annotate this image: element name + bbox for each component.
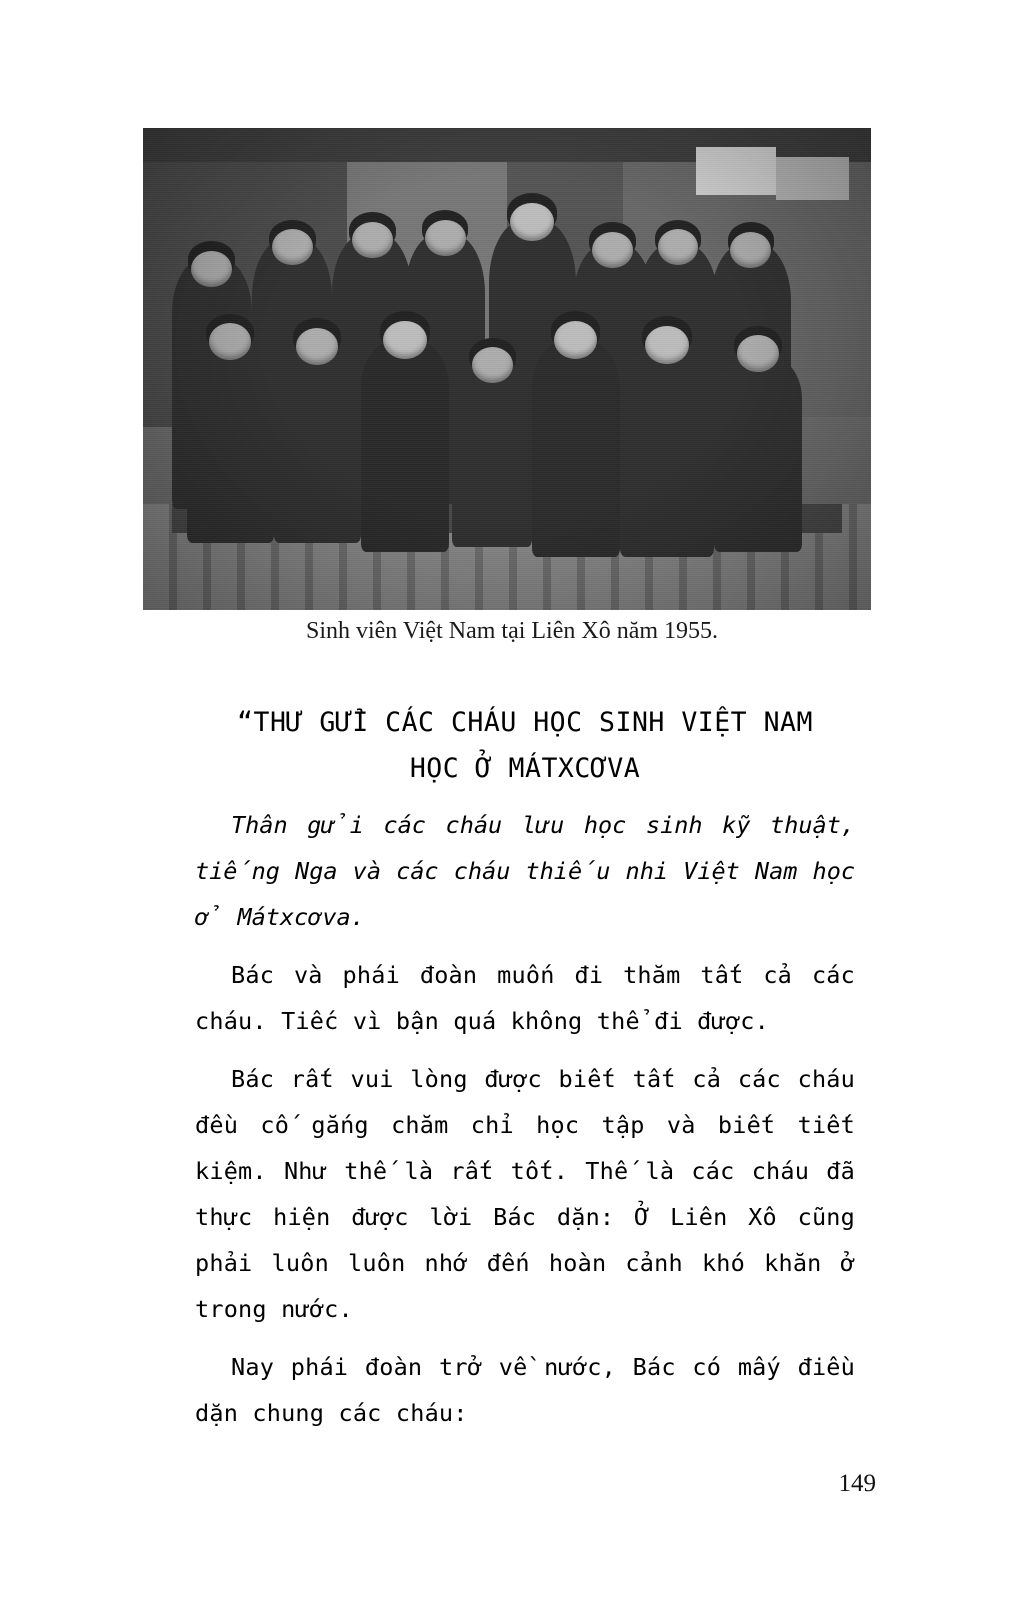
letter-title-line-2: HỌC Ở MÁTXCƠVA [409,753,641,784]
figure-caption: Sinh viên Việt Nam tại Liên Xô năm 1955. [305,618,719,644]
letter-title-line-1: “THƯ GỬI CÁC CHÁU HỌC SINH VIỆT NAM [237,707,813,738]
letter-paragraph-1 [195,952,855,1044]
letter-salutation-text: Thân gửi các cháu lưu học sinh kỹ thuật, tiếng Nga và các cháu thiếu nhi Việt Nam học ở Mátxcơva. [195,811,855,931]
letter-salutation [195,802,855,940]
page-number: 149 [838,1470,876,1497]
letter-paragraph-1-text: Bác và phái đoàn muốn đi thăm tất cả các cháu. Tiếc vì bận quá không thể đi được. [195,961,855,1035]
photo-vietnamese-students-soviet-union [143,128,871,610]
letter-body [195,700,855,1436]
letter-title [195,700,855,792]
letter-paragraph-3-text: Nay phái đoàn trở về nước, Bác có mấy điều dặn chung các cháu: [195,1353,855,1427]
figure-photo [143,128,871,610]
letter-paragraph-2 [195,1056,855,1332]
letter-paragraph-2-text: Bác rất vui lòng được biết tất cả các cháu đều cố gắng chăm chỉ học tập và biết tiết kiệm. Như thế là rất tốt. Thế là các cháu đã thực hiện được lời Bác dặn: Ở Liên Xô cũng phải luôn luôn nhớ đến hoàn cảnh khó khăn ở trong nước. [195,1065,855,1323]
letter-paragraph-3 [195,1344,855,1436]
